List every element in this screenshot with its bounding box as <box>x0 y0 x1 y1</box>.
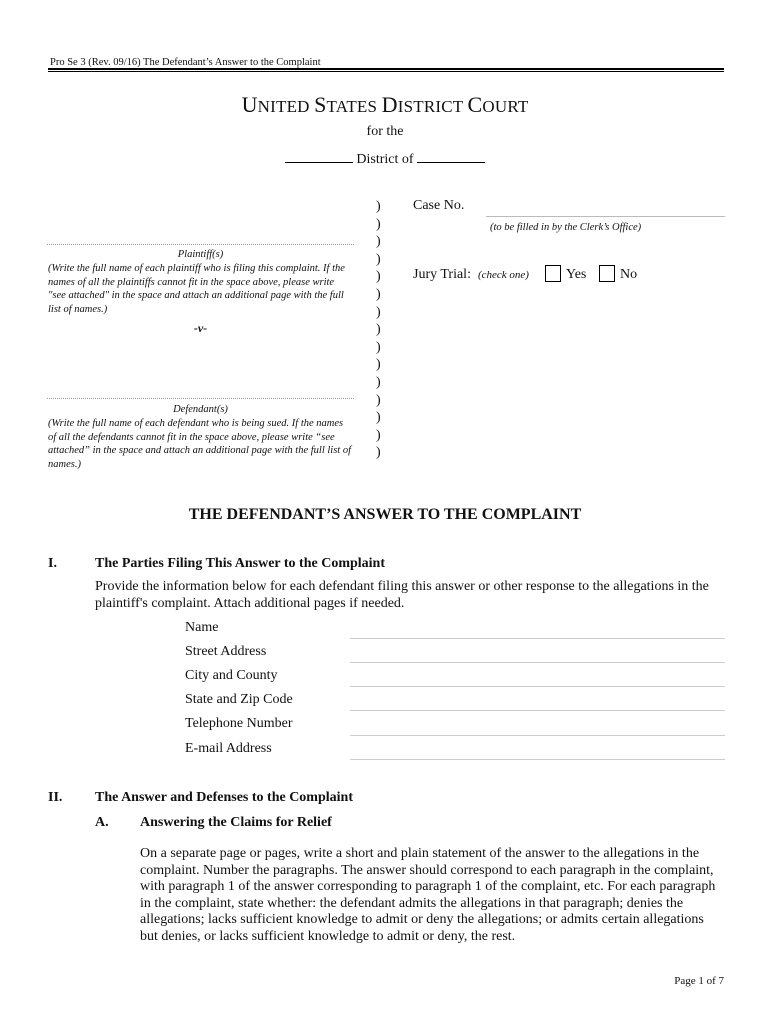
street-address-field[interactable] <box>350 662 725 663</box>
district-blank-left[interactable] <box>285 149 353 163</box>
court-title: UNITED STATES DISTRICT COURT <box>241 92 529 117</box>
jury-no-label: No <box>620 267 638 282</box>
plaintiff-instructions: (Write the full name of each plaintiff who is filing this complaint. If the names of all the plaintiffs cannot fit in the space above, please write "see attached" in the space and attach an additional page with the full list of names.) <box>48 263 345 315</box>
clerk-note: (to be filled in by the Clerk’s Office) <box>490 222 642 233</box>
email-field[interactable] <box>350 759 725 760</box>
caption-parentheses: ) ) ) ) ) ) ) ) ) ) ) ) ) ) ) <box>376 199 381 461</box>
case-no-label: Case No. <box>413 198 465 213</box>
name-label: Name <box>185 620 219 635</box>
district-line <box>0 149 770 168</box>
form-header-id: Pro Se 3 (Rev. 09/16) The Defendant’s Answer to the Complaint <box>50 57 321 68</box>
city-county-field[interactable] <box>350 686 725 687</box>
state-zip-field[interactable] <box>350 710 725 711</box>
street-address-label: Street Address <box>185 644 267 659</box>
city-county-label: City and County <box>185 668 278 683</box>
section-2-heading: The Answer and Defenses to the Complaint <box>95 790 353 805</box>
subsection-a-body: On a separate page or pages, write a short and plain statement of the answer to the allegations in the complaint. Number the paragraphs. The answer should correspond to each paragraph in the complaint, with paragraph 1 of the answer corresponding to paragraph 1 of the complaint, etc. For each paragraph in the complaint, state whether: the defendant admits the allegations in that paragraph; denies the allegations; lacks sufficient knowledge to admit or deny the allegations; or admits certain allegations but denies, or lacks sufficient knowledge to admit or deny, the rest. <box>140 846 716 944</box>
section-1-instructions: Provide the information below for each defendant filing this answer or other response to the allegations in the plaintiff's complaint. Attach additional pages if needed. <box>95 579 709 611</box>
for-the-label: for the <box>366 124 404 139</box>
header-rule <box>48 68 724 72</box>
check-one-note: (check one) <box>477 269 529 281</box>
jury-trial-label: Jury Trial: (check one) <box>413 267 529 282</box>
name-field[interactable] <box>350 638 725 639</box>
telephone-field[interactable] <box>350 735 725 736</box>
subsection-a-heading: Answering the Claims for Relief <box>140 815 332 830</box>
plaintiff-label: Plaintiff(s) <box>177 249 224 260</box>
section-1-heading: The Parties Filing This Answer to the Complaint <box>95 556 386 571</box>
defendant-name-field[interactable] <box>47 398 354 399</box>
email-label: E-mail Address <box>185 741 272 756</box>
telephone-label: Telephone Number <box>185 716 293 731</box>
defendant-instructions: (Write the full name of each defendant who is being sued. If the names of all the defendants cannot fit in the space above, please write “see attached” in the space and attach an additional page with the full list of names.) <box>48 418 352 470</box>
jury-yes-label: Yes <box>566 267 587 282</box>
defendant-label: Defendant(s) <box>173 404 228 415</box>
subsection-a-letter: A. <box>95 815 109 830</box>
district-label: District of <box>356 152 414 167</box>
jury-yes-checkbox[interactable] <box>545 265 561 282</box>
page-number: Page 1 of 7 <box>674 975 724 987</box>
document-title: THE DEFENDANT’S ANSWER TO THE COMPLAINT <box>188 506 582 523</box>
versus-label: -v- <box>193 321 208 335</box>
state-zip-label: State and Zip Code <box>185 692 293 707</box>
section-1-number: I. <box>48 556 57 571</box>
case-no-field[interactable] <box>486 216 725 217</box>
plaintiff-name-field[interactable] <box>47 244 354 245</box>
jury-no-checkbox[interactable] <box>599 265 615 282</box>
district-blank-right[interactable] <box>417 149 485 163</box>
section-2-number: II. <box>48 790 63 805</box>
